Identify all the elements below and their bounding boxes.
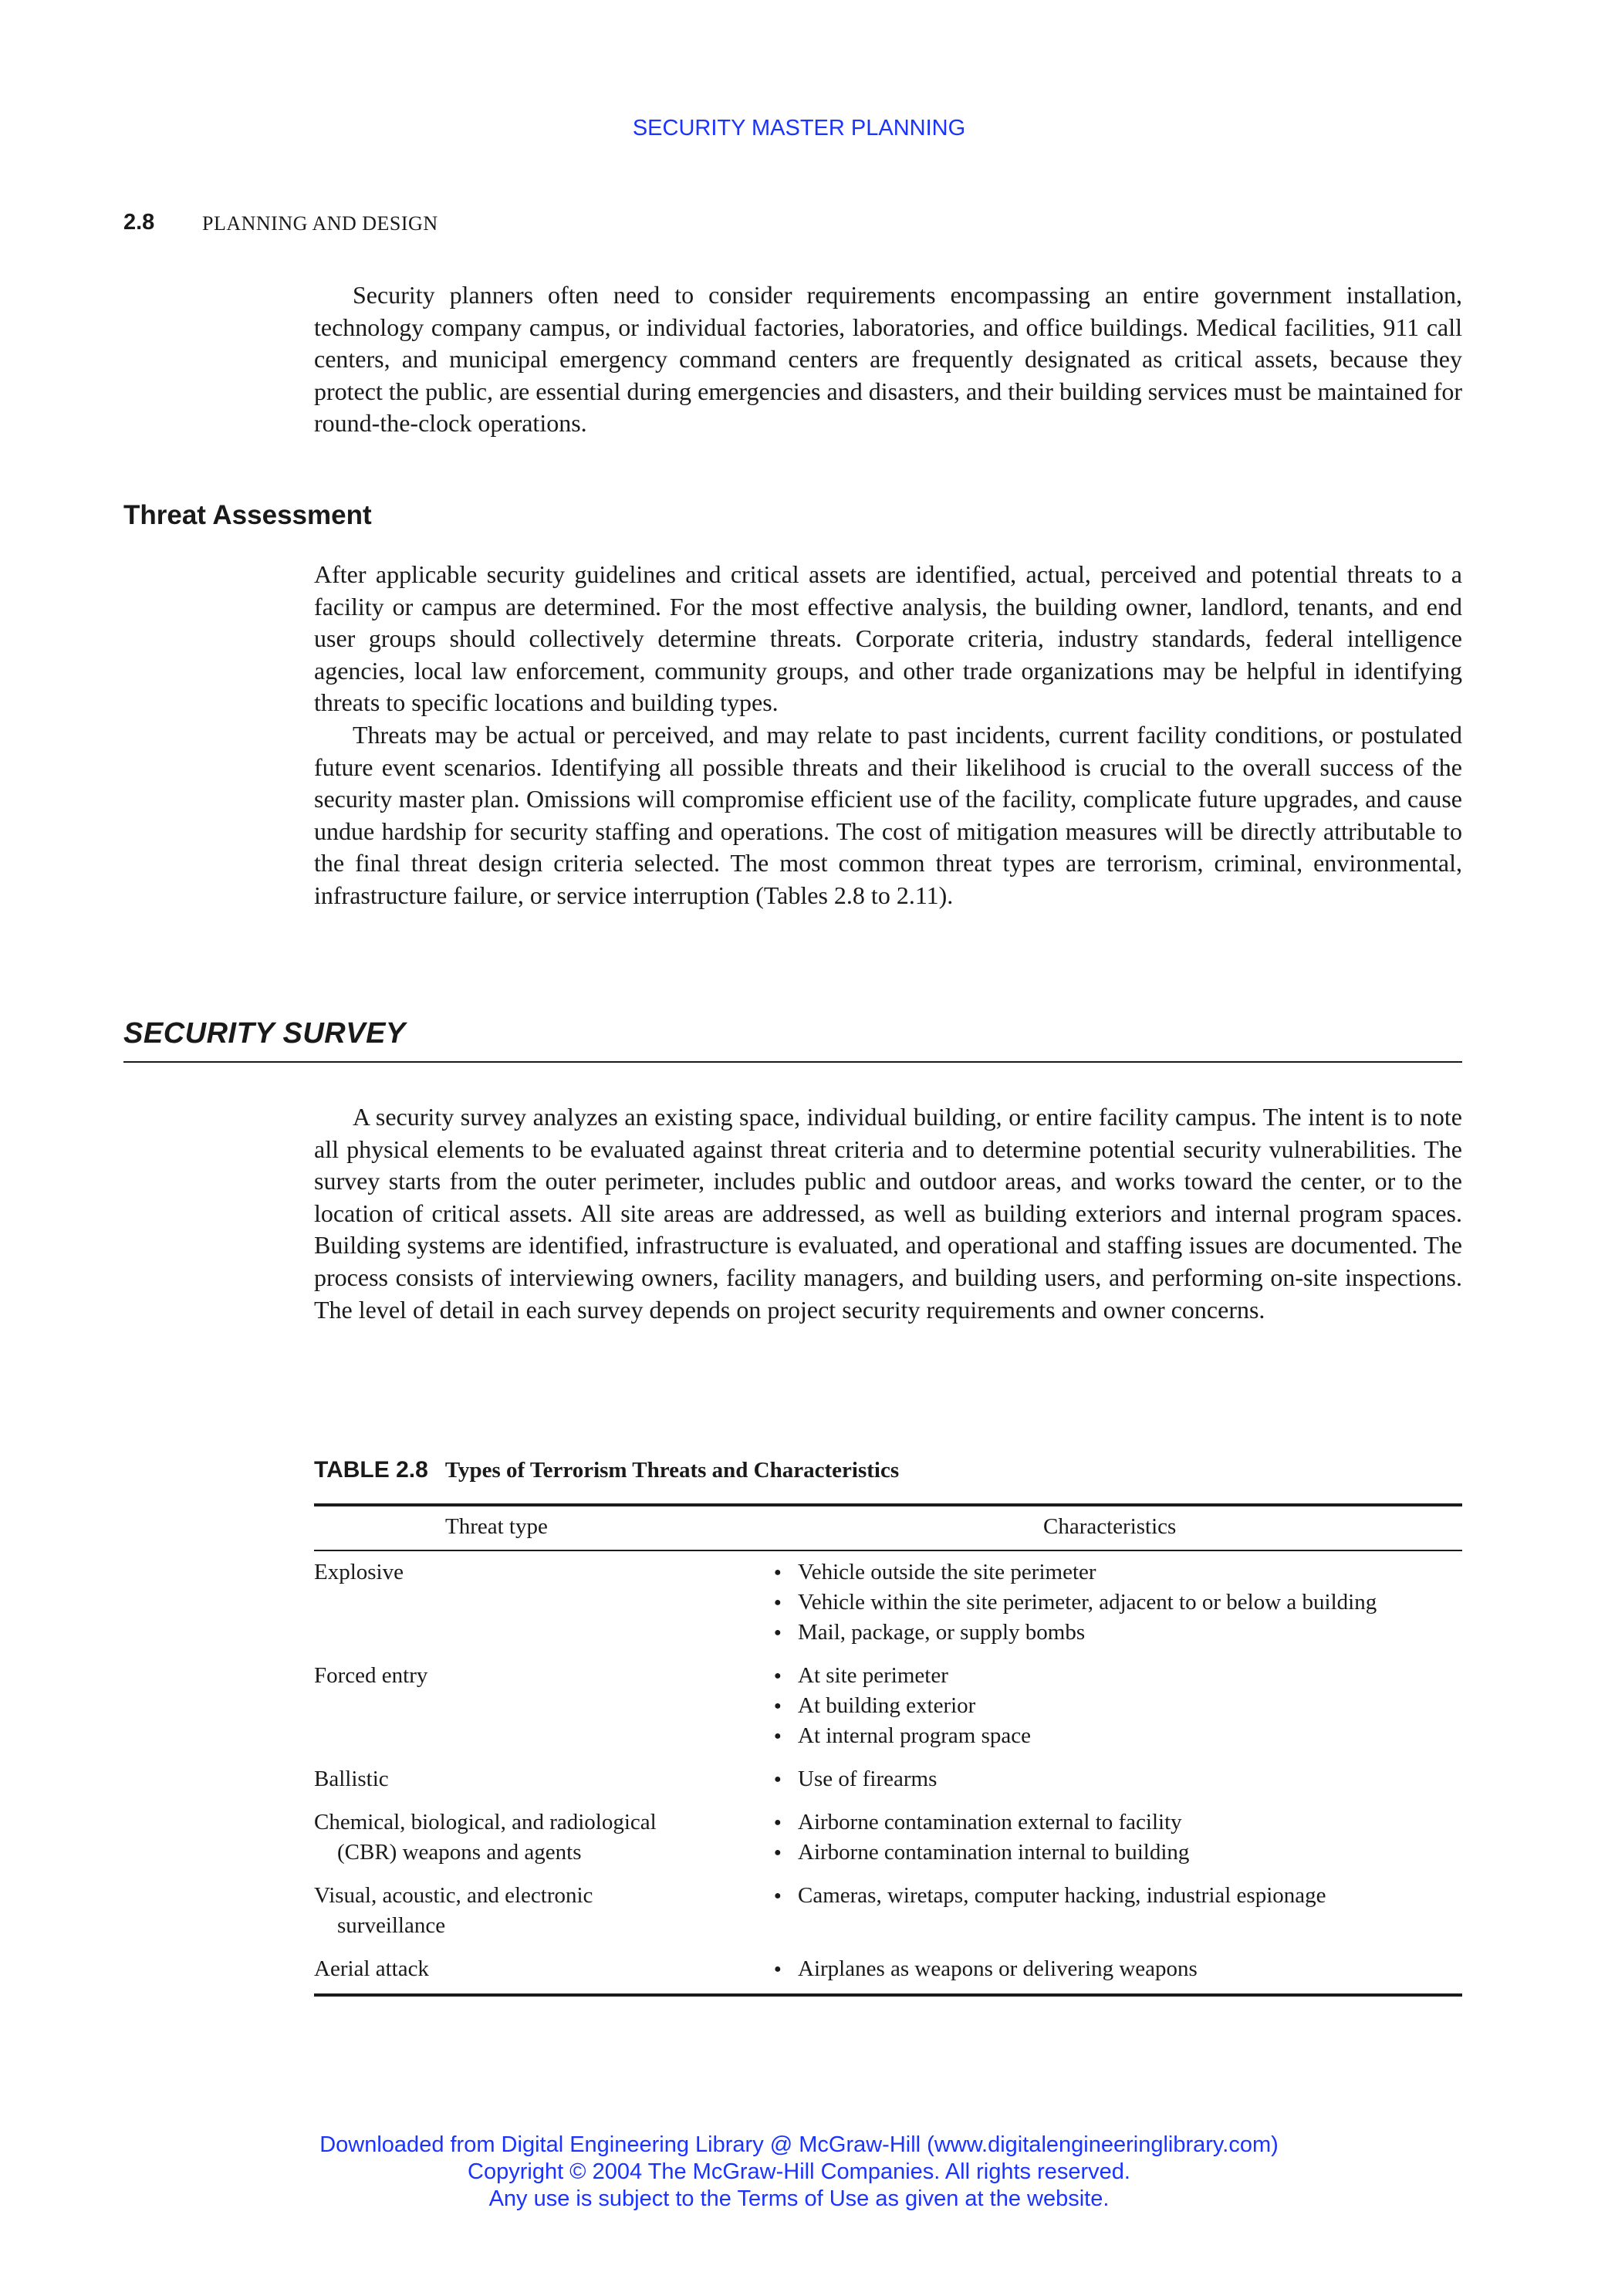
table-row	[314, 1557, 404, 1588]
table-header-rule	[314, 1550, 1462, 1551]
threat-type: Chemical, biological, and radiological	[314, 1810, 657, 1834]
table-row	[314, 1954, 429, 1984]
characteristics-list	[772, 1881, 1467, 1911]
footer-terms-line: Any use is subject to the Terms of Use as given at the website.	[488, 2186, 1110, 2211]
table-number: TABLE 2.8	[314, 1457, 428, 1483]
characteristics-list	[772, 1764, 1467, 1794]
footer-copyright-line: Copyright © 2004 The McGraw-Hill Companies. All rights reserved.	[468, 2159, 1130, 2184]
list-item: ● Cameras, wiretaps, computer hacking, industrial espionage	[772, 1881, 1467, 1911]
table-caption	[314, 1457, 899, 1483]
threat-assessment-paragraph-2: Threats may be actual or perceived, and may relate to past incidents, current facility conditions, or postulated future event scenarios. Identifying all possible threats and their likelihood is crucial to the overall success of the security master plan. Omissions will compromise efficient use of the facility, complicate future upgrades, and cause undue hardship for security staffing and operations. The cost of mitigation measures will be directly attributable to the final threat design criteria selected. The most common threat types are terrorism, criminal, environmental, infrastructure failure, or service interruption (Tables 2.8 to 2.11).	[314, 721, 1462, 909]
column-header-characteristics: Characteristics	[1043, 1514, 1177, 1539]
threat-type: Visual, acoustic, and electronic	[314, 1883, 593, 1908]
table-bottom-rule	[314, 1993, 1462, 1997]
table-row	[314, 1764, 389, 1794]
characteristics-list	[772, 1807, 1467, 1868]
list-item: ● Airborne contamination external to facility	[772, 1807, 1467, 1838]
list-item: ● Vehicle outside the site perimeter	[772, 1557, 1467, 1588]
threat-type: Explosive	[314, 1560, 404, 1584]
list-item: ● At internal program space	[772, 1721, 1467, 1751]
threat-assessment-heading: Threat Assessment	[123, 500, 372, 530]
threat-type: Forced entry	[314, 1663, 428, 1688]
intro-paragraph: Security planners often need to consider requirements encompassing an entire government installation, technology company campus, or individual factories, laboratories, and office buildings. Medical facilities, 911 call centers, and municipal emergency command centers are frequently designated as critical assets, because they protect the public, are essential during emergencies and disasters, and their building services must be maintained for round-the-clock operations.	[314, 281, 1462, 438]
characteristics-list	[772, 1661, 1467, 1751]
list-item: ● Use of firearms	[772, 1764, 1467, 1794]
heading-rule	[123, 1061, 1462, 1063]
list-item: ● Airplanes as weapons or delivering weapons	[772, 1954, 1467, 1984]
characteristics-list	[772, 1954, 1467, 1984]
running-head: SECURITY MASTER PLANNING	[632, 116, 966, 140]
list-item: ● Vehicle within the site perimeter, adjacent to or below a building	[772, 1588, 1467, 1618]
threat-type: Aerial attack	[314, 1956, 429, 1981]
characteristics-list	[772, 1557, 1467, 1648]
list-item: ● Airborne contamination internal to building	[772, 1838, 1467, 1868]
section-label: PLANNING AND DESIGN	[202, 212, 438, 235]
page-number: 2.8	[123, 210, 155, 235]
table-row	[314, 1807, 657, 1868]
security-survey-paragraph: A security survey analyzes an existing space, individual building, or entire facility campus. The intent is to note all physical elements to be evaluated against threat criteria and to determine potential security vulnerabilities. The survey starts from the outer perimeter, includes public and outdoor areas, and works toward the center, or to the location of critical assets. All site areas are addressed, as well as building exteriors and internal program spaces. Building systems are identified, infrastructure is evaluated, and operational and staffing issues are documented. The process consists of interviewing owners, facility managers, and building users, and performing on-site inspections. The level of detail in each survey depends on project security requirements and owner concerns.	[314, 1103, 1462, 1324]
table-row	[314, 1661, 427, 1691]
threat-type: Ballistic	[314, 1767, 389, 1791]
list-item: ● At site perimeter	[772, 1661, 1467, 1691]
security-survey-heading: SECURITY SURVEY	[123, 1017, 406, 1050]
threat-type-continued: (CBR) weapons and agents	[337, 1840, 582, 1865]
list-item: ● Mail, package, or supply bombs	[772, 1618, 1467, 1648]
list-item: ● At building exterior	[772, 1691, 1467, 1721]
table-row	[314, 1881, 593, 1941]
table-title: Types of Terrorism Threats and Characteristics	[444, 1458, 900, 1483]
table-top-rule	[314, 1503, 1462, 1506]
column-header-threat-type: Threat type	[445, 1514, 548, 1539]
threat-type-continued: surveillance	[337, 1913, 446, 1938]
threat-assessment-paragraph-1: After applicable security guidelines and critical assets are identified, actual, perceived and potential threats to a facility or campus are determined. For the most effective analysis, the building owner, landlord, tenants, and end user groups should collectively determine threats. Corporate criteria, industry standards, federal intelligence agencies, local law enforcement, community groups, and other trade organizations may be helpful in identifying threats to specific locations and building types.	[314, 560, 1462, 717]
footer-download-line: Downloaded from Digital Engineering Library @ McGraw-Hill (www.digitalengineeringlibrary.com)	[319, 2132, 1279, 2157]
